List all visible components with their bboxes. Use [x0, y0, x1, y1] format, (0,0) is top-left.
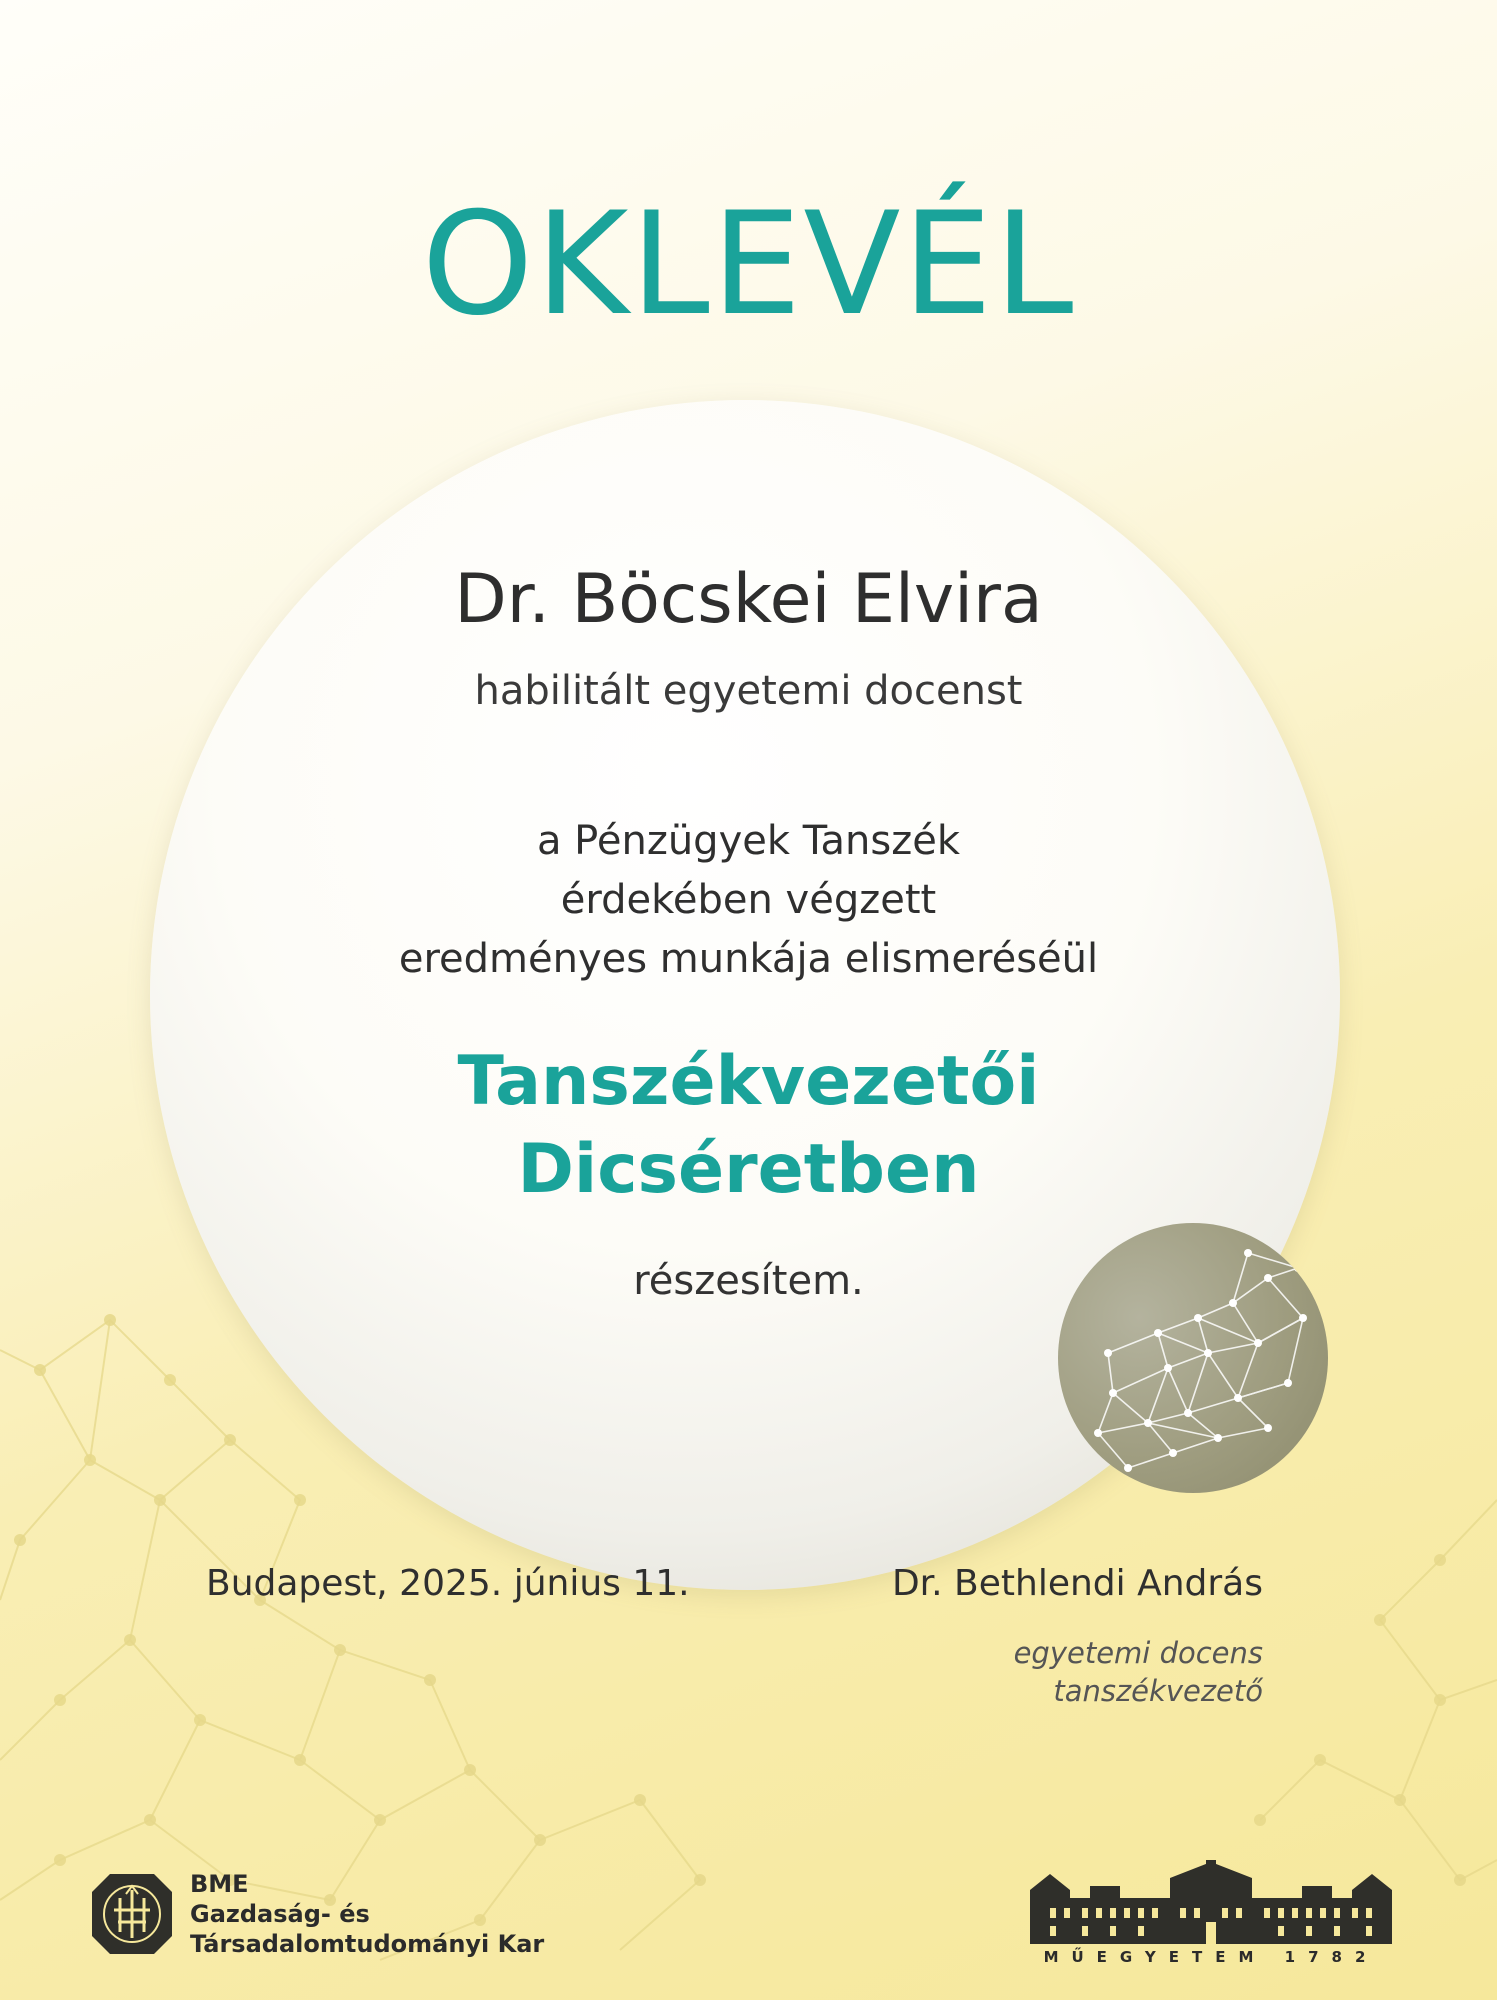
signature-block: [892, 1563, 1263, 1710]
university-logo: [1030, 1860, 1392, 1966]
award-name: [0, 1038, 1497, 1214]
faculty-name-line: Társadalomtudományi Kar: [190, 1930, 545, 1958]
award-line: Tanszékvezetői: [457, 1042, 1040, 1121]
reason-line: érdekében végzett: [560, 877, 937, 923]
recipient-position: habilitált egyetemi docenst: [474, 668, 1023, 714]
award-line: Dicséretben: [517, 1130, 980, 1209]
faculty-name-line: BME: [190, 1870, 249, 1898]
university-name: MŰEGYETEM 1782: [1043, 1948, 1379, 1966]
faculty-name-line: Gazdaság- és: [190, 1900, 370, 1928]
reason-line: eredményes munkája elismeréséül: [398, 936, 1099, 982]
faculty-emblem-icon: [86, 1868, 178, 1960]
closing-text: részesítem.: [633, 1258, 864, 1304]
signer-title-line: tanszékvezető: [1053, 1674, 1263, 1708]
signer-title: [892, 1634, 1263, 1710]
university-building-icon: [1030, 1860, 1392, 1946]
place-and-date: Budapest, 2025. június 11.: [206, 1563, 690, 1604]
signer-title-line: egyetemi docens: [1013, 1636, 1263, 1670]
faculty-logo: [86, 1868, 544, 1960]
award-reason: [0, 812, 1497, 989]
signer-name: Dr. Bethlendi András: [891, 1563, 1263, 1604]
document-title: OKLEVÉL: [421, 182, 1076, 347]
reason-line: a Pénzügyek Tanszék: [536, 818, 961, 864]
faculty-name: [190, 1869, 544, 1959]
recipient-name: Dr. Böcskei Elvira: [454, 560, 1043, 639]
